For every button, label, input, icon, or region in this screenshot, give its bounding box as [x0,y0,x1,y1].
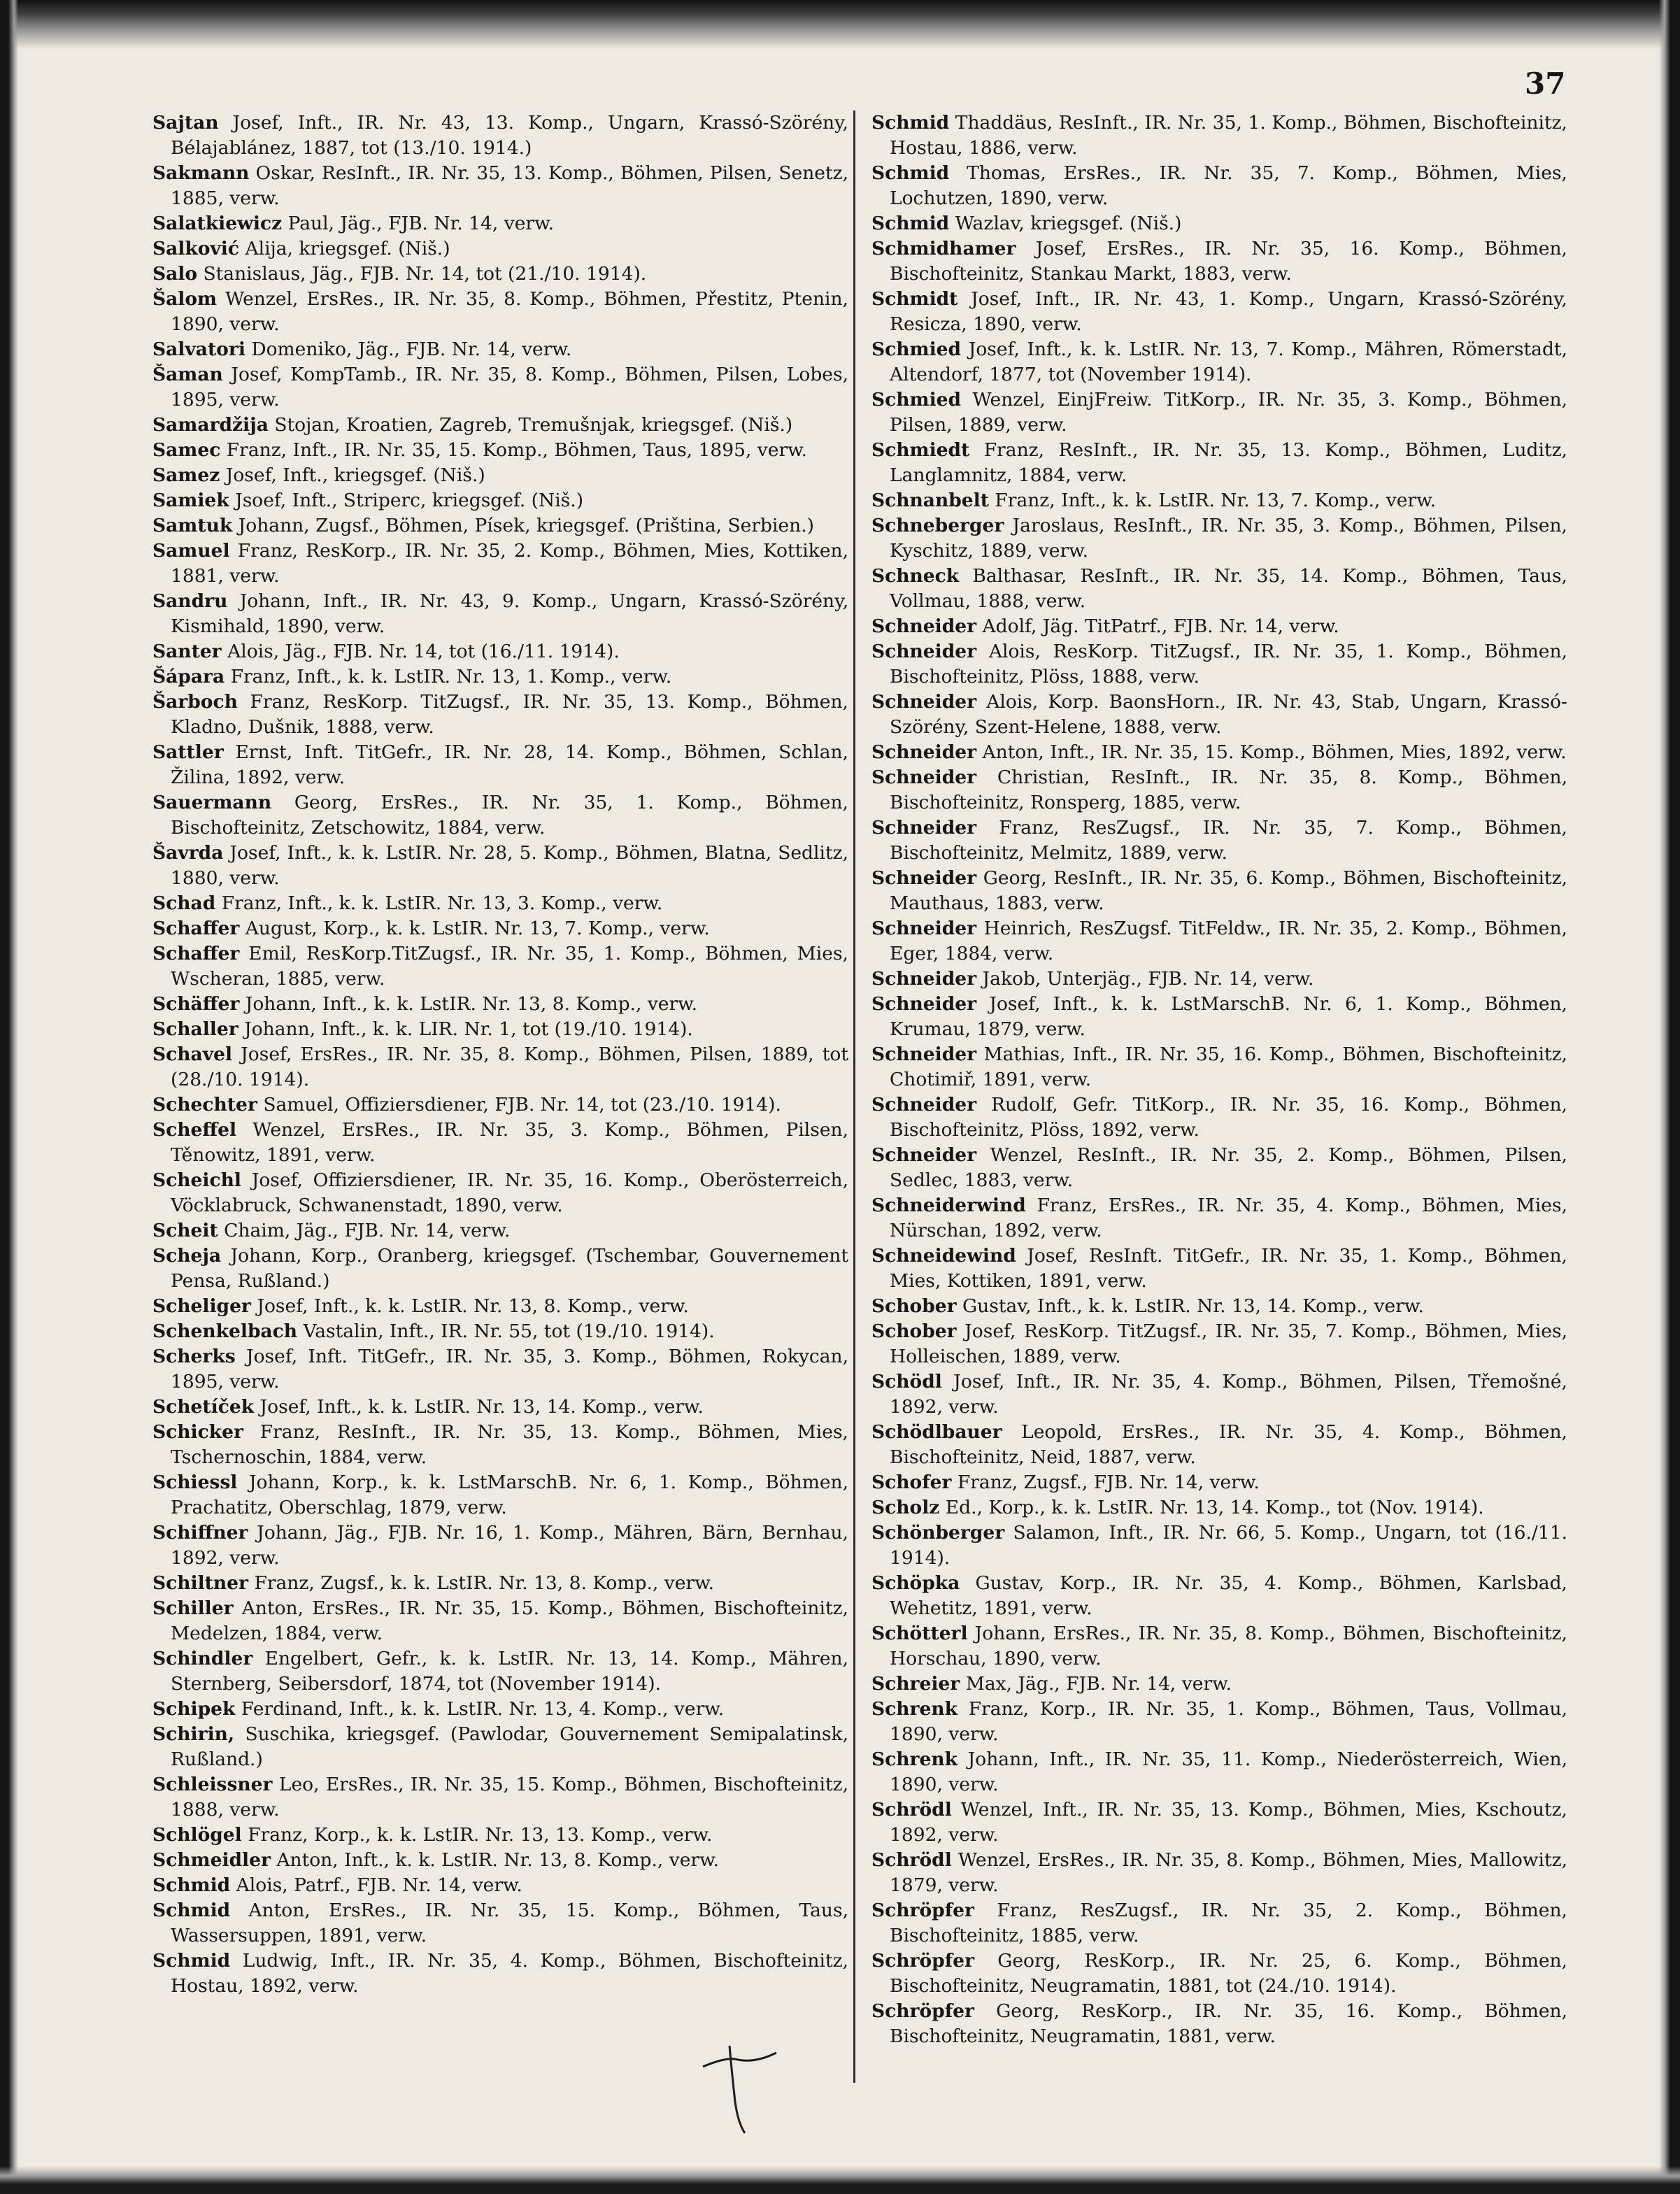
entry-surname: Schmidhamer [871,238,1016,259]
entry-surname: Sauermann [152,792,272,813]
entry-surname: Schober [871,1295,957,1317]
entry-details: Josef, KompTamb., IR. Nr. 35, 8. Komp., Böhmen, Pilsen, Lobes, 1895, verw. [171,364,848,411]
entry-surname: Schneider [871,968,977,990]
casualty-entry [152,413,848,438]
entry-details: Thaddäus, ResInft., IR. Nr. 35, 1. Komp., Böhmen, Bischofteinitz, Hostau, 1886, verw. [890,112,1567,159]
casualty-entry [871,916,1567,967]
casualty-entry [871,488,1567,513]
casualty-entry [152,1168,848,1218]
entry-details: Josef, ResInft. TitGefr., IR. Nr. 35, 1. Komp., Böhmen, Mies, Kottiken, 1891, verw. [890,1245,1567,1292]
entry-surname: Salvatori [152,339,245,360]
entry-surname: Scheja [152,1245,222,1267]
pen-mark-annotation [689,2035,787,2140]
entry-details: Josef, ErsRes., IR. Nr. 35, 16. Komp., Böhmen, Bischofteinitz, Stankau Markt, 1883, verw. [890,238,1567,285]
entry-surname: Schiltner [152,1572,249,1594]
entry-details: Franz, Korp., k. k. LstIR. Nr. 13, 13. Komp., verw. [248,1824,713,1846]
entry-details: Franz, ErsRes., IR. Nr. 35, 4. Komp., Böhmen, Mies, Nürschan, 1892, verw. [890,1195,1567,1241]
casualty-entry [152,1722,848,1772]
entry-details: Christian, ResInft., IR. Nr. 35, 8. Komp., Böhmen, Bischofteinitz, Ronsperg, 1885, verw. [890,767,1567,813]
entry-details: Josef, Inft., IR. Nr. 43, 13. Komp., Ungarn, Krassó-Szörény, Bélajablánez, 1887, tot (13./10. 1914.) [171,112,848,159]
entry-surname: Samez [152,464,220,486]
casualty-entry [871,967,1567,992]
casualty-entry [152,463,848,488]
entry-details: Franz, ResZugsf., IR. Nr. 35, 2. Komp., Böhmen, Bischofteinitz, 1885, verw. [890,1900,1567,1946]
casualty-entry [152,1344,848,1395]
casualty-entry [871,690,1567,740]
entry-surname: Schavel [152,1043,233,1065]
casualty-entry [152,1092,848,1118]
entry-surname: Schneider [871,993,977,1015]
entry-details: Wazlav, kriegsgef. (Niš.) [955,213,1182,234]
casualty-entry [152,1949,848,1999]
casualty-entry [871,1193,1567,1244]
right-column [871,111,1567,2049]
scan-left-edge [0,0,18,2194]
entry-details: Jakob, Unterjäg., FJB. Nr. 14, verw. [982,968,1314,990]
casualty-entry [871,815,1567,866]
entry-details: Ferdinand, Inft., k. k. LstIR. Nr. 13, 4. Komp., verw. [241,1698,725,1720]
entry-surname: Schmid [152,1950,231,1972]
entry-details: Anton, ErsRes., IR. Nr. 35, 15. Komp., Böhmen, Bischofteinitz, Medelzen, 1884, verw. [171,1597,848,1644]
entry-details: Josef, Inft. TitGefr., IR. Nr. 35, 3. Komp., Böhmen, Rokycan, 1895, verw. [171,1346,848,1392]
casualty-entry [871,1369,1567,1420]
entry-surname: Salo [152,263,198,285]
casualty-entry [871,1672,1567,1697]
casualty-entry [152,1118,848,1168]
entry-details: Franz, ResKorp. TitZugsf., IR. Nr. 35, 13. Komp., Böhmen, Kladno, Dušnik, 1888, verw. [171,691,848,738]
casualty-entry [152,916,848,941]
casualty-entry [871,1571,1567,1621]
entry-details: Georg, ResInft., IR. Nr. 35, 6. Komp., Böhmen, Bischofteinitz, Mauthaus, 1883, verw. [890,867,1567,914]
entry-surname: Schröpfer [871,1950,974,1972]
entry-surname: Šalom [152,288,218,310]
casualty-entry [871,992,1567,1042]
casualty-entry [152,639,848,664]
entry-surname: Schmid [871,213,950,234]
entry-details: Josef, Inft., kriegsgef. (Niš.) [225,464,485,486]
casualty-entry [152,1646,848,1697]
entry-details: Wenzel, ErsRes., IR. Nr. 35, 3. Komp., Böhmen, Pilsen, Těnowitz, 1891, verw. [171,1119,848,1166]
entry-surname: Schleissner [152,1774,273,1795]
entry-surname: Schiessl [152,1472,238,1493]
entry-surname: Schrenk [871,1698,958,1720]
entry-surname: Salković [152,238,240,259]
casualty-entry [152,488,848,513]
entry-details: Gustav, Korp., IR. Nr. 35, 4. Komp., Böhmen, Karlsbad, Wehetitz, 1891, verw. [890,1572,1567,1619]
entry-surname: Schmied [871,389,962,411]
entry-details: Leo, ErsRes., IR. Nr. 35, 15. Komp., Böhmen, Bischofteinitz, 1888, verw. [171,1774,848,1821]
entry-details: Chaim, Jäg., FJB. Nr. 14, verw. [224,1220,511,1241]
entry-surname: Schneider [871,767,977,788]
casualty-entry [152,1697,848,1722]
casualty-entry [871,614,1567,639]
entry-surname: Schrödl [871,1849,952,1871]
column-divider [853,111,855,2083]
casualty-entry [871,1848,1567,1898]
casualty-entry [871,1520,1567,1571]
entry-surname: Šarboch [152,691,238,713]
casualty-entry [871,1319,1567,1369]
casualty-entry [152,1823,848,1848]
entry-details: Georg, ResKorp., IR. Nr. 35, 16. Komp., Böhmen, Bischofteinitz, Neugramatin, 1881, verw. [890,2000,1567,2047]
entry-details: Salamon, Inft., IR. Nr. 66, 5. Komp., Ungarn, tot (16./11. 1914). [890,1522,1567,1569]
entry-surname: Schaffer [152,918,240,939]
casualty-entry [871,765,1567,815]
casualty-entry [871,1898,1567,1949]
casualty-entry [871,1244,1567,1294]
entry-surname: Schödl [871,1371,942,1392]
entry-surname: Schneck [871,565,960,587]
entry-details: Anton, ErsRes., IR. Nr. 35, 15. Komp., Böhmen, Taus, Wassersuppen, 1891, verw. [171,1900,848,1946]
entry-surname: Schmid [152,1900,231,1921]
entry-details: Franz, ResInft., IR. Nr. 35, 13. Komp., Böhmen, Luditz, Langlamnitz, 1884, verw. [890,439,1567,486]
casualty-entry [871,1999,1567,2049]
entry-details: Engelbert, Gefr., k. k. LstIR. Nr. 13, 14. Komp., Mähren, Sternberg, Seibersdorf, 1874, tot (November 1914). [171,1648,848,1695]
entry-surname: Schötterl [871,1623,968,1644]
entry-details: Josef, Inft., k. k. LstMarschB. Nr. 6, 1. Komp., Böhmen, Krumau, 1879, verw. [890,993,1567,1040]
entry-surname: Schödlbauer [871,1421,1002,1443]
entry-surname: Schäffer [152,993,240,1015]
entry-details: Wenzel, ErsRes., IR. Nr. 35, 8. Komp., Böhmen, Mies, Mallowitz, 1879, verw. [890,1849,1567,1896]
casualty-entry [152,1420,848,1470]
entry-surname: Schreier [871,1673,960,1695]
casualty-entry [152,211,848,236]
casualty-entry [152,1042,848,1092]
casualty-entry [152,111,848,161]
page-number: 37 [1525,66,1566,101]
entry-details: Franz, Korp., IR. Nr. 35, 1. Komp., Böhmen, Taus, Vollmau, 1890, verw. [890,1698,1567,1745]
entry-details: Anton, Inft., k. k. LstIR. Nr. 13, 8. Komp., verw. [276,1849,720,1871]
entry-surname: Schneider [871,1094,977,1116]
entry-surname: Scheichl [152,1169,241,1191]
casualty-entry [152,1294,848,1319]
casualty-entry [152,1017,848,1042]
entry-surname: Schaffer [152,943,240,964]
entry-surname: Samuel [152,540,230,562]
entry-details: Alois, ResKorp. TitZugsf., IR. Nr. 35, 1. Komp., Böhmen, Bischofteinitz, Plöss, 1888, verw. [890,641,1567,688]
entry-surname: Schechter [152,1094,257,1116]
entry-details: Emil, ResKorp.TitZugsf., IR. Nr. 35, 1. Komp., Böhmen, Mies, Wscheran, 1885, verw. [171,943,848,990]
entry-surname: Schneidewind [871,1245,1016,1267]
casualty-entry [152,1848,848,1873]
entry-details: Anton, Inft., IR. Nr. 35, 15. Komp., Böhmen, Mies, 1892, verw. [982,741,1567,763]
entry-surname: Schöpka [871,1572,960,1594]
casualty-entry [152,161,848,211]
casualty-entry [152,362,848,413]
entry-surname: Schneberger [871,515,1004,536]
entry-surname: Samec [152,439,221,461]
casualty-entry [152,664,848,690]
casualty-entry [152,1319,848,1344]
entry-details: Ludwig, Inft., IR. Nr. 35, 4. Komp., Böhmen, Bischofteinitz, Hostau, 1892, verw. [171,1950,848,1997]
entry-surname: Schneider [871,741,977,763]
entry-surname: Schicker [152,1421,243,1443]
entry-details: Alois, Jäg., FJB. Nr. 14, tot (16./11. 1914). [227,641,620,662]
entry-details: Franz, Zugsf., FJB. Nr. 14, verw. [957,1472,1260,1493]
entry-surname: Schober [871,1320,957,1342]
entry-surname: Schmeidler [152,1849,271,1871]
entry-details: Johann, Korp., k. k. LstMarschB. Nr. 6, 1. Komp., Böhmen, Prachatitz, Oberschlag, 1879, verw. [171,1472,848,1518]
entry-details: Josef, Inft., k. k. LstIR. Nr. 13, 14. Komp., verw. [259,1396,704,1418]
casualty-entry [871,1621,1567,1672]
casualty-entry [152,740,848,790]
entry-details: Thomas, ErsRes., IR. Nr. 35, 7. Komp., Böhmen, Mies, Lochutzen, 1890, verw. [890,162,1567,209]
casualty-entry [871,1143,1567,1193]
entry-details: Franz, ResKorp., IR. Nr. 35, 2. Komp., Böhmen, Mies, Kottiken, 1881, verw. [171,540,848,587]
entry-details: Heinrich, ResZugsf. TitFeldw., IR. Nr. 35, 2. Komp., Böhmen, Eger, 1884, verw. [890,918,1567,964]
casualty-entry [152,1873,848,1898]
casualty-entry [152,1898,848,1949]
entry-surname: Sattler [152,741,224,763]
casualty-entry [871,387,1567,438]
casualty-entry [871,1042,1567,1092]
entry-surname: Schneider [871,867,977,889]
entry-surname: Schönberger [871,1522,1005,1544]
entry-details: Alois, Patrf., FJB. Nr. 14, verw. [236,1874,522,1896]
entry-details: Jsoef, Inft., Striperc, kriegsgef. (Niš.) [235,490,584,511]
entry-details: Josef, Inft., k. k. LstIR. Nr. 28, 5. Komp., Böhmen, Blatna, Sedlitz, 1880, verw. [171,842,848,889]
entry-details: Wenzel, ResInft., IR. Nr. 35, 2. Komp., Böhmen, Pilsen, Sedlec, 1883, verw. [890,1144,1567,1191]
entry-details: Georg, ErsRes., IR. Nr. 35, 1. Komp., Böhmen, Bischofteinitz, Zetschowitz, 1884, verw. [171,792,848,839]
casualty-entry [152,1244,848,1294]
casualty-entry [152,1772,848,1823]
entry-details: Ed., Korp., k. k. LstIR. Nr. 13, 14. Komp., tot (Nov. 1914). [945,1497,1484,1518]
entry-details: Mathias, Inft., IR. Nr. 35, 16. Komp., Böhmen, Bischofteinitz, Chotimiř, 1891, verw. [890,1043,1567,1090]
entry-details: Ernst, Inft. TitGefr., IR. Nr. 28, 14. Komp., Böhmen, Schlan, Žilina, 1892, verw. [171,741,848,788]
entry-details: Wenzel, Inft., IR. Nr. 35, 13. Komp., Böhmen, Mies, Kschoutz, 1892, verw. [890,1799,1567,1846]
entry-details: Johann, Inft., k. k. LstIR. Nr. 13, 8. Komp., verw. [245,993,698,1015]
entry-details: Johann, Zugsf., Böhmen, Písek, kriegsgef. (Priština, Serbien.) [238,515,814,536]
entry-surname: Schneider [871,615,977,637]
entry-details: Alija, kriegsgef. (Niš.) [245,238,450,259]
casualty-entry [871,639,1567,690]
entry-details: Franz, Inft., k. k. LstIR. Nr. 13, 3. Komp., verw. [221,892,663,914]
entry-surname: Salatkiewicz [152,213,283,234]
entry-details: Josef, ResKorp. TitZugsf., IR. Nr. 35, 7. Komp., Böhmen, Mies, Holleischen, 1889, verw. [890,1320,1567,1367]
entry-details: Leopold, ErsRes., IR. Nr. 35, 4. Komp., Böhmen, Bischofteinitz, Neid, 1887, verw. [890,1421,1567,1468]
entry-details: Josef, Inft., IR. Nr. 35, 4. Komp., Böhmen, Pilsen, Třemošné, 1892, verw. [890,1371,1567,1418]
entry-surname: Schrenk [871,1748,958,1770]
entry-surname: Schneider [871,691,977,713]
casualty-entry [152,513,848,539]
entry-details: Paul, Jäg., FJB. Nr. 14, verw. [287,213,555,234]
casualty-entry [152,841,848,891]
casualty-entry [152,941,848,992]
entry-surname: Samtuk [152,515,233,536]
entry-details: Johann, Jäg., FJB. Nr. 16, 1. Komp., Mähren, Bärn, Bernhau, 1892, verw. [171,1522,849,1569]
entry-surname: Schiffner [152,1522,248,1544]
entry-surname: Santer [152,641,222,662]
casualty-entry [152,1520,848,1571]
casualty-entry [871,1092,1567,1143]
casualty-entry [152,337,848,362]
entry-details: Adolf, Jäg. TitPatrf., FJB. Nr. 14, verw. [982,615,1339,637]
entry-surname: Schetíček [152,1396,255,1418]
entry-details: Josef, Inft., k. k. LstIR. Nr. 13, 8. Komp., verw. [257,1295,689,1317]
casualty-entry [871,1697,1567,1747]
entry-surname: Schmied [871,339,962,360]
entry-details: Wenzel, EinjFreiw. TitKorp., IR. Nr. 35, 3. Komp., Böhmen, Pilsen, 1889, verw. [890,389,1567,436]
entry-surname: Schneider [871,1144,977,1166]
scan-top-edge [0,0,1680,49]
casualty-entry [871,236,1567,287]
casualty-entry [871,1747,1567,1797]
entry-details: Josef, Inft., IR. Nr. 43, 1. Komp., Ungarn, Krassó-Szörény, Resicza, 1890, verw. [890,288,1567,335]
entry-surname: Samiek [152,490,229,511]
casualty-entry [871,1470,1567,1495]
entry-details: Franz, Zugsf., k. k. LstIR. Nr. 13, 8. Komp., verw. [254,1572,715,1594]
entry-surname: Schröpfer [871,2000,974,2022]
casualty-entry [152,992,848,1017]
entry-details: Jaroslaus, ResInft., IR. Nr. 35, 3. Komp., Böhmen, Pilsen, Kyschitz, 1889, verw. [890,515,1567,562]
casualty-entry [152,438,848,463]
entry-surname: Schmid [871,112,950,134]
entry-surname: Schneider [871,817,977,839]
entry-details: August, Korp., k. k. LstIR. Nr. 13, 7. Komp., verw. [245,918,710,939]
entry-surname: Schad [152,892,216,914]
casualty-entry [871,564,1567,614]
entry-details: Franz, ResZugsf., IR. Nr. 35, 7. Komp., Böhmen, Bischofteinitz, Melmitz, 1889, verw. [890,817,1567,864]
casualty-entry [152,1596,848,1646]
scan-bottom-edge [0,2166,1680,2194]
entry-details: Franz, Inft., IR. Nr. 35, 15. Komp., Böhmen, Taus, 1895, verw. [226,439,808,461]
entry-details: Josef, Inft., k. k. LstIR. Nr. 13, 7. Komp., Mähren, Römerstadt, Altendorf, 1877, tot (November 1914). [890,339,1567,385]
entry-surname: Schindler [152,1648,253,1669]
entry-details: Johann, Inft., IR. Nr. 35, 11. Komp., Niederösterreich, Wien, 1890, verw. [890,1748,1567,1795]
entry-surname: Šápara [152,666,225,688]
casualty-entry [871,337,1567,387]
casualty-entry [152,1470,848,1520]
entry-details: Georg, ResKorp., IR. Nr. 25, 6. Komp., Böhmen, Bischofteinitz, Neugramatin, 1881, tot (24./10. 1914). [890,1950,1567,1997]
entry-surname: Schneider [871,918,977,939]
entry-surname: Schmid [152,1874,231,1896]
casualty-entry [871,866,1567,916]
entry-details: Suschika, kriegsgef. (Pawlodar, Gouvernement Semipalatinsk, Rußland.) [171,1723,848,1770]
entry-surname: Schröpfer [871,1900,974,1921]
entry-surname: Sakmann [152,162,250,184]
entry-details: Johann, Inft., k. k. LIR. Nr. 1, tot (19./10. 1914). [244,1018,693,1040]
casualty-entry [152,236,848,262]
entry-surname: Schmiedt [871,439,970,461]
entry-surname: Schirin, [152,1723,235,1745]
entry-details: Franz, Inft., k. k. LstIR. Nr. 13, 1. Komp., verw. [230,666,672,688]
entry-surname: Schneiderwind [871,1195,1026,1216]
casualty-entry [152,790,848,841]
entry-surname: Schmidt [871,288,958,310]
casualty-entry [871,161,1567,211]
entry-details: Samuel, Offiziersdiener, FJB. Nr. 14, tot (23./10. 1914). [263,1094,781,1116]
casualty-entry [871,438,1567,488]
entry-surname: Scheit [152,1220,218,1241]
entry-surname: Scheffel [152,1119,237,1141]
entry-details: Vastalin, Inft., IR. Nr. 55, tot (19./10. 1914). [303,1320,715,1342]
entry-details: Franz, ResInft., IR. Nr. 35, 13. Komp., Böhmen, Mies, Tschernoschin, 1884, verw. [171,1421,848,1468]
entry-details: Stojan, Kroatien, Zagreb, Tremušnjak, kriegsgef. (Niš.) [274,414,793,436]
entry-surname: Sandru [152,590,228,612]
entry-surname: Samardžija [152,414,269,436]
casualty-entry [871,513,1567,564]
entry-surname: Schenkelbach [152,1320,298,1342]
entry-surname: Schaller [152,1018,239,1040]
casualty-entry [152,1395,848,1420]
entry-details: Johann, Korp., Oranberg, kriegsgef. (Tschembar, Gouvernement Pensa, Rußland.) [171,1245,848,1292]
entry-surname: Sajtan [152,112,219,134]
entry-surname: Schneider [871,1043,977,1065]
entry-details: Franz, Inft., k. k. LstIR. Nr. 13, 7. Komp., verw. [995,490,1437,511]
entry-surname: Scherks [152,1346,236,1367]
entry-surname: Schnanbelt [871,490,989,511]
entry-details: Balthasar, ResInft., IR. Nr. 35, 14. Komp., Böhmen, Taus, Vollmau, 1888, verw. [890,565,1567,612]
entry-details: Wenzel, ErsRes., IR. Nr. 35, 8. Komp., Böhmen, Přestitz, Ptenin, 1890, verw. [171,288,848,335]
entry-details: Gustav, Inft., k. k. LstIR. Nr. 13, 14. Komp., verw. [962,1295,1424,1317]
casualty-entry [871,740,1567,765]
entry-details: Johann, ErsRes., IR. Nr. 35, 8. Komp., Böhmen, Bischofteinitz, Horschau, 1890, verw. [890,1623,1567,1669]
entry-details: Josef, ErsRes., IR. Nr. 35, 8. Komp., Böhmen, Pilsen, 1889, tot (28./10. 1914). [171,1043,848,1090]
entry-surname: Schneider [871,641,977,662]
entry-details: Oskar, ResInft., IR. Nr. 35, 13. Komp., Böhmen, Pilsen, Senetz, 1885, verw. [171,162,848,209]
entry-details: Domeniko, Jäg., FJB. Nr. 14, verw. [251,339,572,360]
entry-surname: Scheliger [152,1295,251,1317]
entry-details: Josef, Offiziersdiener, IR. Nr. 35, 16. Komp., Oberösterreich, Vöcklabruck, Schwanenstadt, 1890, verw. [171,1169,848,1216]
casualty-entry [871,1420,1567,1470]
entry-details: Rudolf, Gefr. TitKorp., IR. Nr. 35, 16. Komp., Böhmen, Bischofteinitz, Plöss, 1892, verw. [890,1094,1567,1141]
entry-surname: Šaman [152,364,223,385]
entry-surname: Schmid [871,162,950,184]
entry-surname: Schiller [152,1597,234,1619]
casualty-entry [152,891,848,916]
casualty-entry [871,1294,1567,1319]
entry-details: Johann, Inft., IR. Nr. 43, 9. Komp., Ungarn, Krassó-Szörény, Kismihald, 1890, verw. [171,590,848,637]
casualty-entry [871,211,1567,236]
casualty-entry [871,287,1567,337]
casualty-entry [152,1571,848,1596]
casualty-entry [871,1495,1567,1520]
entry-details: Alois, Korp. BaonsHorn., IR. Nr. 43, Stab, Ungarn, Krassó-Szörény, Szent-Helene, 1888, verw. [890,691,1567,738]
casualty-entry [152,1218,848,1244]
casualty-entry [871,1949,1567,1999]
casualty-entry [152,262,848,287]
casualty-entry [152,690,848,740]
entry-details: Max, Jäg., FJB. Nr. 14, verw. [965,1673,1232,1695]
casualty-entry [152,287,848,337]
casualty-entry [152,539,848,589]
casualty-entry [871,111,1567,161]
entry-surname: Schrödl [871,1799,952,1821]
casualty-entry [152,589,848,639]
entry-surname: Šavrda [152,842,224,864]
left-column [152,111,848,1999]
entry-surname: Scholz [871,1497,940,1518]
casualty-entry [871,1797,1567,1848]
entry-surname: Schipek [152,1698,236,1720]
entry-surname: Schofer [871,1472,952,1493]
entry-surname: Schlögel [152,1824,242,1846]
scan-right-edge [1659,0,1680,2194]
entry-details: Stanislaus, Jäg., FJB. Nr. 14, tot (21./10. 1914). [203,263,647,285]
